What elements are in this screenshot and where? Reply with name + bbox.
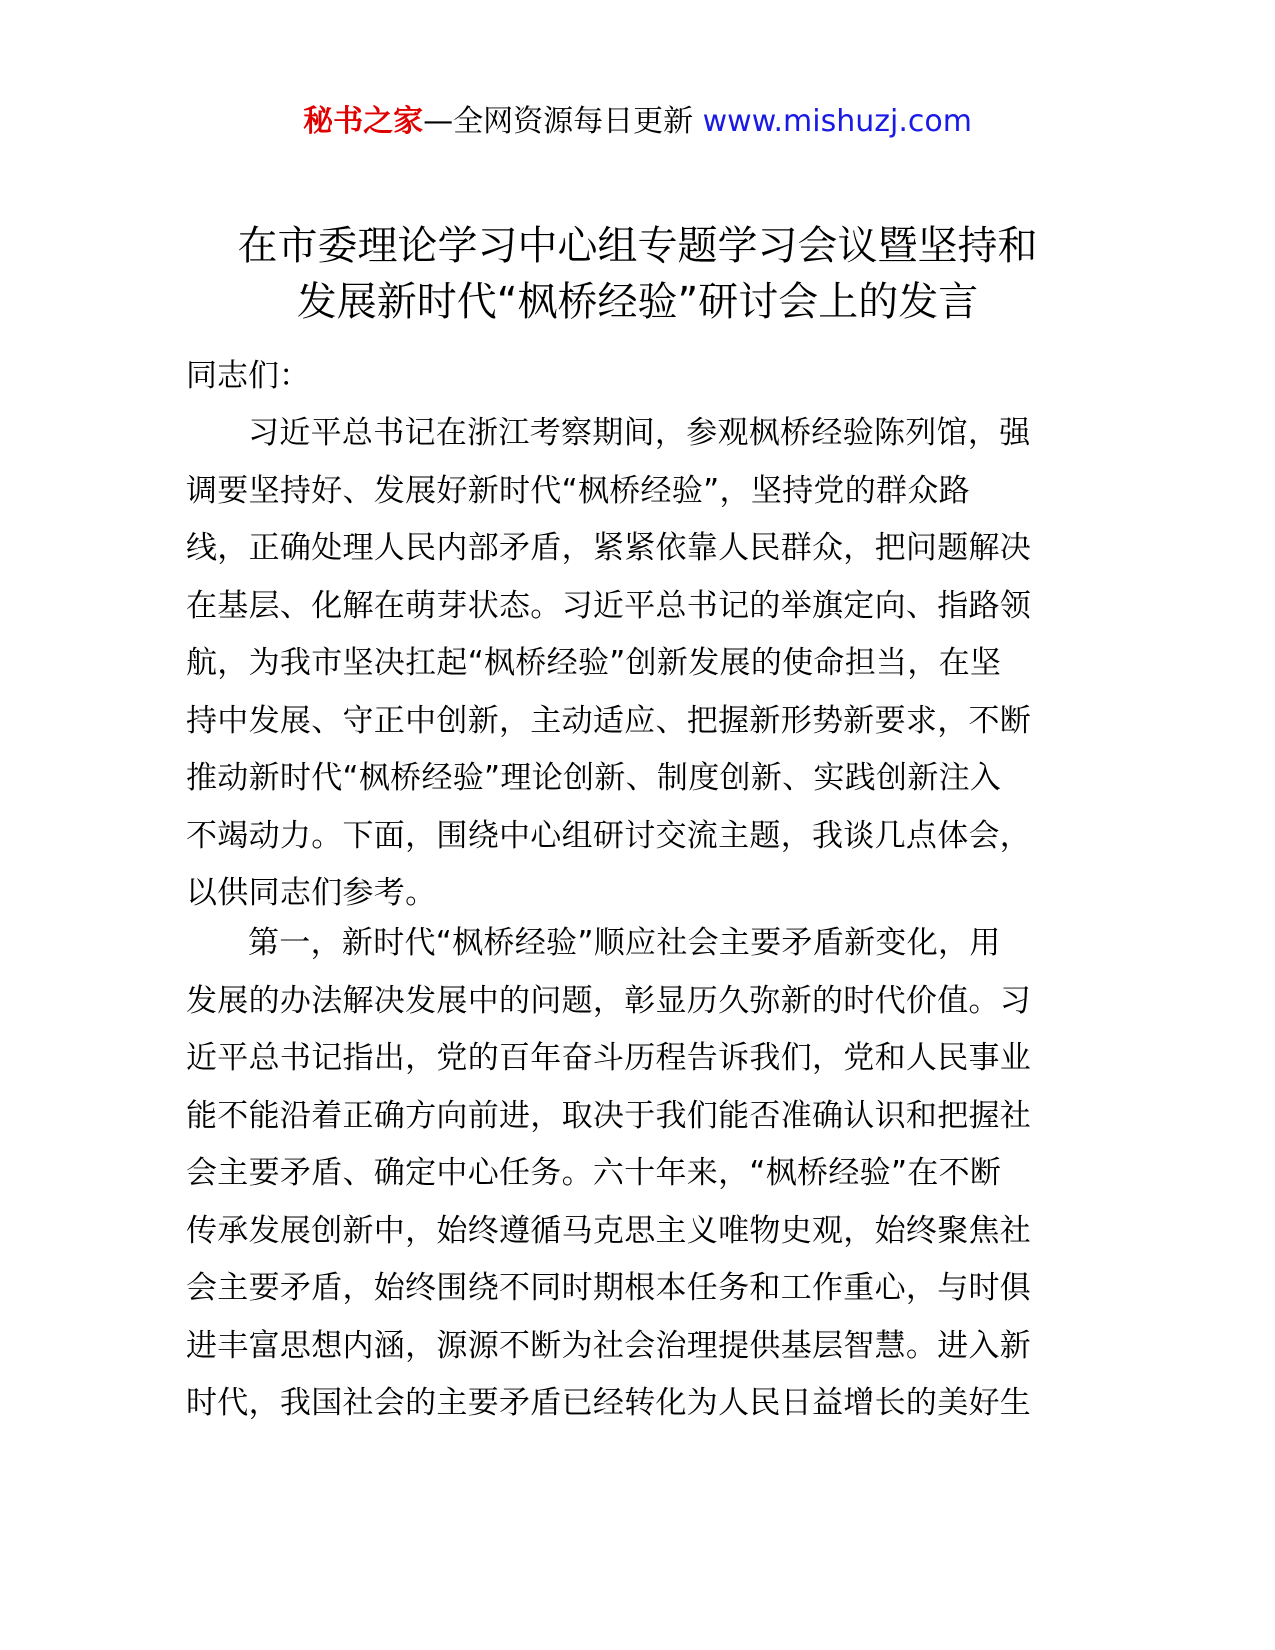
paragraph-line: 线，正确处理人民内部矛盾，紧紧依靠人民群众，把问题解决 [186, 530, 1032, 566]
paragraph-line: 调要坚持好、发展好新时代“枫桥经验”，坚持党的群众路 [186, 472, 970, 509]
paragraph-line: 航，为我市坚决扛起“枫桥经验”创新发展的使命担当，在坚 [186, 645, 1002, 681]
site-tagline: —全网资源每日更新 [423, 104, 703, 139]
body-paragraph [186, 915, 1091, 1433]
paragraph-line: 能不能沿着正确方向前进，取决于我们能否准确认识和把握社 [186, 1097, 1032, 1134]
paragraph-line: 第一，新时代“枫桥经验”顺应社会主要矛盾新变化，用 [248, 925, 1001, 961]
salutation: 同志们： [186, 358, 310, 394]
paragraph-line: 会主要矛盾、确定中心任务。六十年来，“枫桥经验”在不断 [186, 1155, 1002, 1191]
document-title-line-1: 在市委理论学习中心组专题学习会议暨坚持和 [237, 223, 1038, 269]
paragraph-line: 以供同志们参考。 [186, 875, 437, 911]
paragraph-line: 发展的办法解决发展中的问题，彰显历久弥新的时代价值。习 [186, 982, 1032, 1019]
site-brand: 秘书之家 [303, 104, 424, 139]
paragraph-line: 近平总书记指出，党的百年奋斗历程告诉我们，党和人民事业 [186, 1040, 1032, 1076]
paragraph-line: 推动新时代“枫桥经验”理论创新、制度创新、实践创新注入 [186, 760, 1002, 796]
paragraph-line: 进丰富思想内涵，源源不断为社会治理提供基层智慧。进入新 [186, 1327, 1032, 1364]
paragraph-line: 不竭动力。下面，围绕中心组研讨交流主题，我谈几点体会， [186, 817, 1032, 854]
paragraph-line: 习近平总书记在浙江考察期间，参观枫桥经验陈列馆，强 [248, 415, 1031, 451]
paragraph-line: 传承发展创新中，始终遵循马克思主义唯物史观，始终聚焦社 [186, 1212, 1032, 1249]
site-banner [0, 100, 1275, 144]
document-title [150, 218, 1125, 330]
site-url-link[interactable]: www.mishuzj.com [702, 104, 972, 139]
paragraph-line: 时代，我国社会的主要矛盾已经转化为人民日益增长的美好生 [186, 1385, 1032, 1421]
paragraph-line: 在基层、化解在萌芽状态。习近平总书记的举旗定向、指路领 [186, 587, 1032, 624]
paragraph-line: 持中发展、守正中创新，主动适应、把握新形势新要求，不断 [186, 702, 1032, 739]
paragraph-line: 会主要矛盾，始终围绕不同时期根本任务和工作重心，与时俱 [186, 1270, 1032, 1306]
document-title-line-2: 发展新时代“枫桥经验”研讨会上的发言 [296, 279, 979, 325]
body-paragraph [186, 405, 1091, 923]
